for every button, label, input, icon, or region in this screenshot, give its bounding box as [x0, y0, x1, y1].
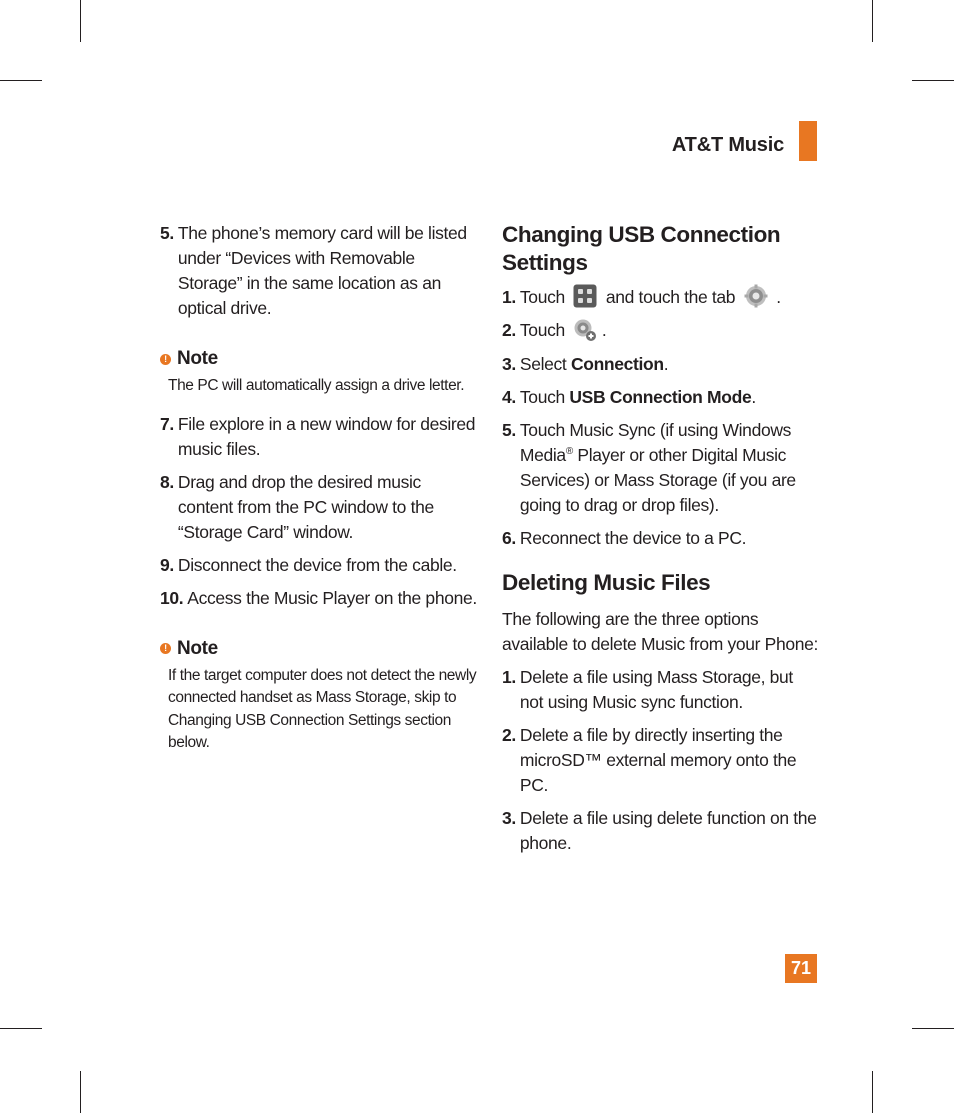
list-item — [160, 470, 480, 545]
list-number: 8. — [160, 471, 174, 492]
note-body: If the target computer does not detect the newly connected handset as Mass Storage, skip to Changing USB Connection Settings section below. — [168, 666, 477, 751]
list-text — [520, 385, 820, 410]
section-header-title: AT&T Music — [671, 134, 784, 156]
step-text: Player or other Digital Music Services) or Mass Storage (if you are going to drag or drop files). — [519, 444, 796, 515]
intro-paragraph: The following are the three options available to delete Music from your Phone: — [502, 608, 819, 654]
list-number: 3. — [502, 353, 516, 374]
step-text: Touch — [519, 386, 565, 407]
crop-mark — [912, 80, 954, 81]
list-item — [160, 586, 480, 611]
step-text: . — [751, 386, 756, 407]
list-number: 3. — [502, 807, 516, 828]
crop-mark — [912, 1028, 954, 1029]
deleting-music-heading: Deleting Music Files — [502, 569, 711, 595]
list-item — [502, 385, 820, 410]
list-text: Drag and drop the desired music content from the PC window to the “Storage Card” window. — [177, 471, 434, 542]
step-text: Touch — [519, 287, 565, 307]
list-item — [160, 553, 480, 578]
step-text: Touch Music Sync (if using Windows Media — [519, 419, 792, 465]
step-text: Select — [519, 353, 567, 374]
list-number: 5. — [160, 223, 174, 243]
crop-mark — [80, 1071, 81, 1113]
crop-mark — [872, 1071, 873, 1113]
page-number: 71 — [785, 954, 817, 983]
note-header — [160, 347, 480, 371]
list-number: 1. — [502, 287, 516, 307]
step-text: and touch the tab — [605, 287, 736, 307]
connectivity-settings-icon — [573, 318, 597, 342]
apps-grid-icon — [573, 284, 597, 308]
list-text: Delete a file by directly inserting the microSD™ external memory onto the PC. — [519, 724, 797, 795]
registered-mark: ® — [565, 445, 573, 457]
usb-settings-heading: Changing USB Connection Settings — [502, 222, 781, 275]
list-text: Reconnect the device to a PC. — [519, 527, 747, 548]
list-text: Access the Music Player on the phone. — [187, 587, 477, 608]
list-number: 4. — [502, 386, 516, 407]
list-text — [520, 418, 820, 518]
menu-term: Connection — [570, 353, 664, 374]
note-alert-icon: ! — [160, 643, 171, 654]
right-column — [502, 221, 820, 864]
list-item — [502, 806, 820, 856]
crop-mark — [872, 0, 873, 42]
list-number: 2. — [502, 320, 516, 341]
note-box — [160, 347, 480, 398]
note-body: The PC will automatically assign a drive letter. — [168, 377, 465, 394]
list-text: The phone’s memory card will be listed under “Devices with Removable Storage” in the same location as an optical drive. — [177, 223, 467, 318]
list-number: 10. — [160, 587, 184, 608]
list-item — [502, 526, 820, 551]
note-label: Note — [177, 637, 218, 659]
step-text: . — [601, 320, 607, 341]
list-text — [520, 352, 820, 377]
list-number: 6. — [502, 527, 516, 548]
list-item — [502, 723, 820, 798]
list-text — [520, 318, 820, 343]
list-text: Delete a file using Mass Storage, but not using Music sync function. — [519, 666, 793, 712]
section-tab-marker — [799, 121, 817, 161]
crop-mark — [80, 0, 81, 42]
list-text: Disconnect the device from the cable. — [177, 554, 457, 575]
note-alert-icon: ! — [160, 354, 171, 365]
left-column — [160, 221, 480, 769]
list-text: Delete a file using delete function on the phone. — [519, 807, 817, 853]
list-item — [502, 665, 820, 715]
crop-mark — [0, 1028, 42, 1029]
crop-mark — [0, 80, 42, 81]
list-item — [160, 412, 480, 462]
note-box — [160, 637, 480, 755]
list-item — [502, 285, 820, 310]
list-item — [502, 418, 820, 518]
list-number: 5. — [502, 419, 516, 440]
step-text: . — [776, 287, 781, 307]
list-number: 1. — [502, 666, 516, 687]
list-item — [502, 352, 820, 377]
settings-gear-icon — [744, 284, 768, 308]
list-item — [502, 318, 820, 343]
list-number: 2. — [502, 724, 516, 745]
list-text: File explore in a new window for desired music files. — [177, 413, 476, 459]
list-number: 7. — [160, 413, 174, 434]
menu-term: USB Connection Mode — [569, 386, 752, 407]
step-text: . — [663, 353, 669, 374]
list-item — [160, 221, 480, 321]
note-header — [160, 637, 480, 661]
step-text: Touch — [519, 320, 565, 341]
list-text — [520, 285, 820, 310]
note-label: Note — [177, 348, 218, 369]
list-number: 9. — [160, 554, 174, 575]
